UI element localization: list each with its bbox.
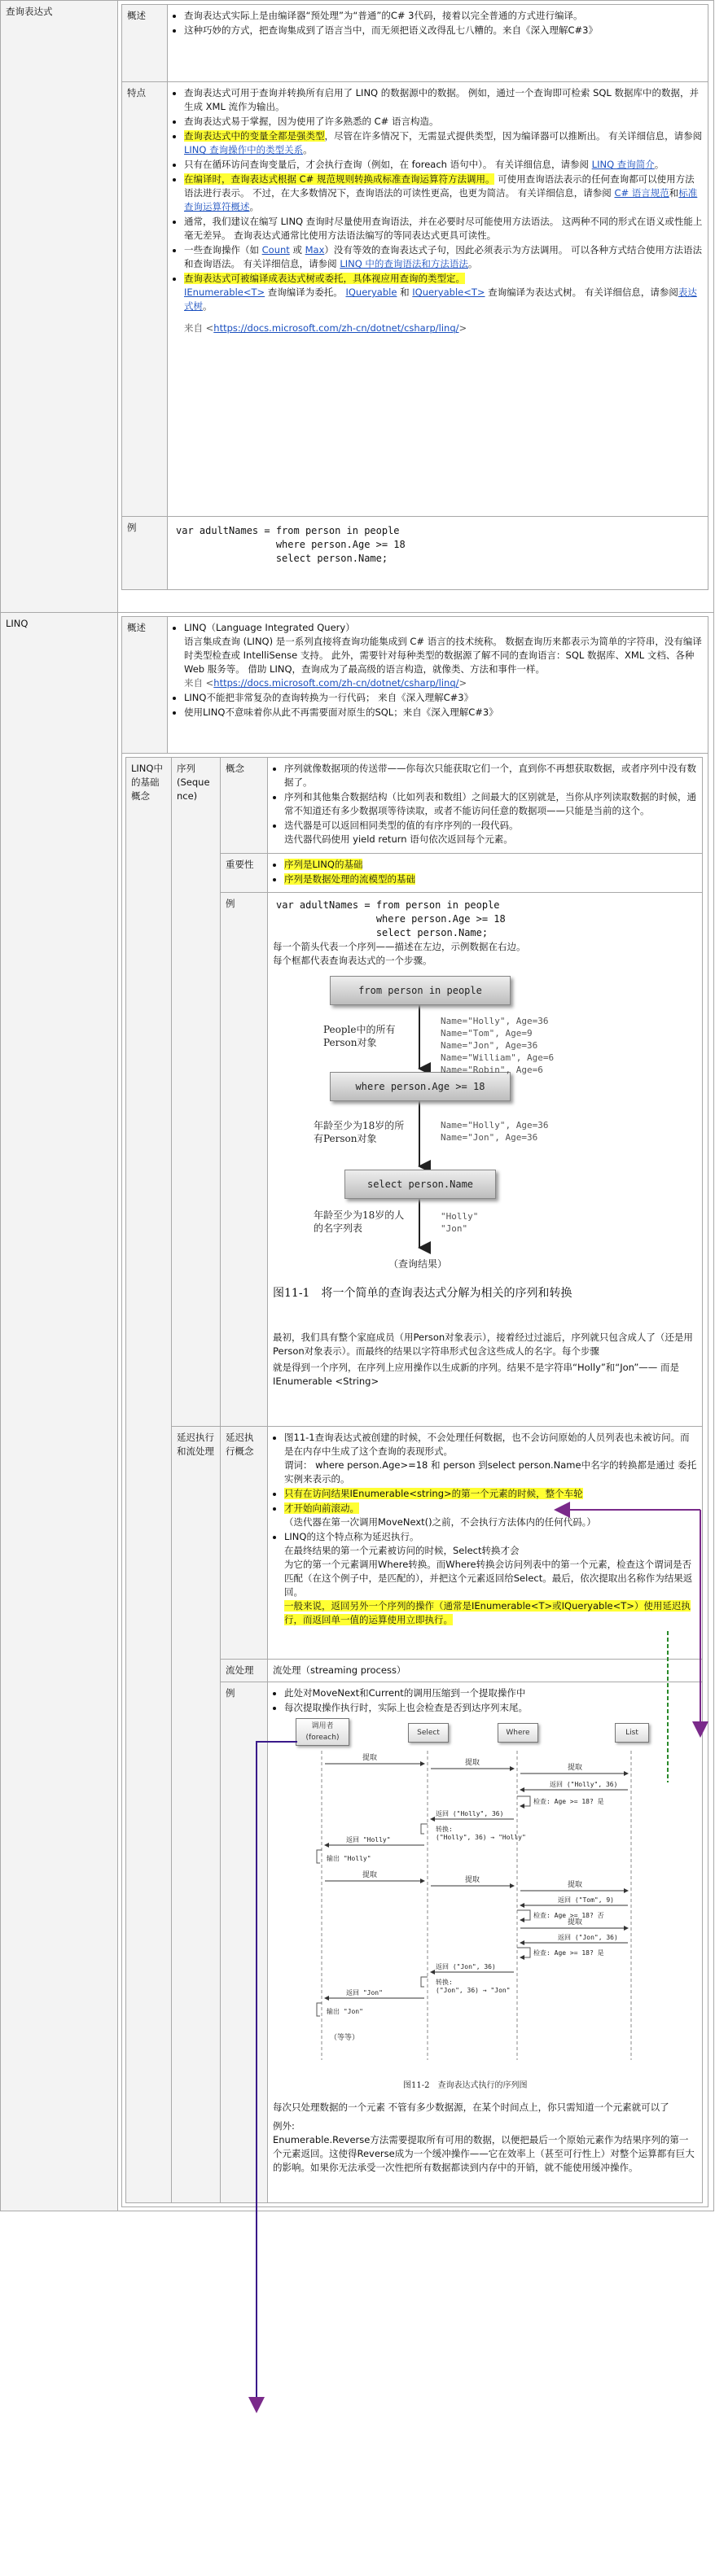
stream-exception-text: Enumerable.Reverse方法需要提取所有可用的数据，以便把最后一个原始元素作为结果序列的第一个元素返回。这使得Reverse成为一个缓冲操作——它在效率上（甚至可行性上）对整个运算都有巨大的影响。如果你无法承受一次性把所有数据都读到内存中的开销，就不能使用缓冲操作。 bbox=[273, 2134, 695, 2173]
deferred-text: 图11-1查询表达式被创建的时候，不会处理任何数据，也不会访问原始的人员列表也未被访问。而是在内存中生成了这个查询的表现形式。 bbox=[284, 1432, 690, 1457]
qe-features-cell bbox=[168, 82, 708, 517]
msg-extract: 提取 bbox=[465, 1759, 480, 1767]
deferred-item bbox=[284, 1530, 697, 1627]
deferred-concept-label: 延迟执行概念 bbox=[221, 1427, 268, 1660]
link-iqueryable[interactable]: IQueryable bbox=[345, 286, 397, 298]
feature-text: 和 bbox=[397, 286, 413, 298]
msg-extract: 提取 bbox=[568, 1918, 583, 1927]
importance-item bbox=[284, 858, 697, 872]
qe-feature-item bbox=[184, 115, 703, 129]
feature-text: 可使用查询语法表示的任何查询都可以使用方法语法进行表示。 不过，在大多数情况下，查询语法的可读性更高，也更为简洁。 有关详细信息，请参阅 bbox=[184, 173, 695, 199]
feature-text: 查询表达式可用于查询并转换所有启用了 LINQ 的数据源中的数据。 例如，通过一个查询即可检索 SQL 数据库中的数据，并生成 XML 流作为输出。 bbox=[184, 87, 699, 112]
seq-example-cell bbox=[268, 893, 703, 1427]
sequence-inner-table bbox=[220, 757, 703, 1427]
deferred-concept-cell bbox=[268, 1427, 703, 1660]
source-link[interactable]: https://docs.microsoft.com/zh-cn/dotnet/csharp/linq/ bbox=[213, 322, 459, 334]
deferred-inner-table bbox=[220, 1426, 703, 2203]
source-suffix: > bbox=[458, 322, 467, 334]
link-max[interactable]: Max bbox=[305, 244, 325, 256]
feature-text: 。 bbox=[249, 201, 259, 212]
seq-code-block: var adultNames = from person in people where person.Age >= 18 select person.Name; bbox=[276, 899, 506, 938]
linq-overview-item bbox=[184, 621, 703, 690]
stream-label: 流处理 bbox=[221, 1660, 268, 1682]
feature-text: 。 bbox=[203, 300, 213, 312]
basic-concepts-table bbox=[125, 757, 703, 2203]
linq-overview-item: • 使用LINQ不意味着你从此不再需要面对原生的SQL；来自《深入理解C#3》 bbox=[184, 706, 703, 719]
link-count[interactable]: Count bbox=[261, 244, 290, 256]
linq-overview-item: • LINQ不能把非常复杂的查询转换为一行代码； 来自《深入理解C#3》 bbox=[184, 691, 703, 705]
msg-return: 返回 ("Tom", 9) bbox=[558, 1896, 614, 1904]
flow-box-where: where person.Age >= 18 bbox=[330, 1072, 511, 1101]
qe-feature-item bbox=[184, 86, 703, 114]
msg-extract: 提取 bbox=[362, 1871, 378, 1879]
importance-item bbox=[284, 873, 697, 886]
msg-check: 检查: Age >= 18? 否 bbox=[533, 1912, 604, 1919]
msg-check: 检查: Age >= 18? 是 bbox=[533, 1798, 604, 1805]
feature-text: 查询表达式易于掌握，因为使用了许多熟悉的 C# 语言构造。 bbox=[184, 116, 439, 127]
linq-overview-cell bbox=[168, 617, 708, 754]
highlight-text: 一般来说，返回另外一个序列的操作（通常是IEnumerable<T>或IQueryable<T>）使用延迟执行，而返回单一值的运算使用立即执行。 bbox=[284, 1600, 691, 1625]
feature-text: 一些查询操作（如 bbox=[184, 244, 262, 256]
msg-extract: 提取 bbox=[568, 1881, 583, 1889]
msg-print: 输出 "Holly" bbox=[327, 1855, 371, 1862]
flow-data-names: "Holly" "Jon" bbox=[441, 1211, 479, 1234]
feature-text: 。 bbox=[303, 144, 313, 155]
concept-item bbox=[284, 819, 697, 846]
importance-label: 重要性 bbox=[221, 854, 268, 893]
msg-convert: 转换: ("Jon", 36) → "Jon" bbox=[436, 1979, 511, 1994]
msg-extract: 提取 bbox=[465, 1876, 480, 1884]
deferred-item bbox=[284, 1487, 697, 1501]
qe-example-label: 例 bbox=[122, 517, 168, 590]
actor-caller: 调用者 (foreach) bbox=[296, 1718, 349, 1746]
link-standard-operators[interactable]: 标准查询运算符概述 bbox=[184, 187, 698, 212]
feature-text: 或 bbox=[289, 244, 305, 256]
overview-heading: LINQ（Language Integrated Query） bbox=[184, 622, 355, 633]
deferred-list bbox=[273, 1431, 697, 1627]
linq-overview-label: 概述 bbox=[122, 617, 168, 754]
concept-text: 迭代器是可以返回相同类型的值的有序序列的一段代码。 bbox=[284, 820, 519, 831]
qe-feature-item bbox=[184, 173, 703, 214]
flow-data-adults: Name="Holly", Age=36 Name="Jon", Age=36 bbox=[441, 1120, 549, 1143]
msg-etc: （等等） bbox=[330, 2034, 360, 2042]
msg-convert: 转换: ("Holly", 36) → "Holly" bbox=[436, 1826, 526, 1841]
deferred-item bbox=[284, 1431, 697, 1486]
flow-label-adults: 年龄至少为18岁的所有Person对象 bbox=[314, 1120, 405, 1144]
example-explanation: 最初，我们具有整个家庭成员（用Person对象表示），接着经过过滤后，序列就只包含成人了（还是用Person对象表示）。而最终的结果以字符串形式包含这些成人的名字。每个步骤 bbox=[273, 1332, 693, 1357]
msg-return: 返回 ("Holly", 36) bbox=[550, 1781, 618, 1788]
msg-print: 输出 "Jon" bbox=[327, 2008, 363, 2015]
deferred-item bbox=[284, 1502, 697, 1529]
link-ienumerable[interactable]: IEnumerable<T> bbox=[184, 286, 265, 298]
msg-return: 返回 ("Jon", 36) bbox=[558, 1934, 618, 1941]
feature-text: 查询编译为委托。 bbox=[265, 286, 346, 298]
concept-text: 迭代器代码使用 yield return 语句依次返回每个元素。 bbox=[284, 833, 513, 845]
basic-concepts-label: LINQ中的基础概念 bbox=[126, 758, 172, 2203]
highlight-text: 只有在访问结果IEnumerable<string>的第一个元素的时候，整个车轮 bbox=[284, 1488, 583, 1499]
qe-features-list bbox=[173, 86, 703, 313]
link-linq-intro[interactable]: LINQ 查询简介 bbox=[591, 159, 655, 170]
linq-title: LINQ bbox=[6, 618, 29, 629]
flow-label-names: 年龄至少为18岁的人的名字列表 bbox=[314, 1209, 405, 1234]
feature-text: ，尽管在许多情况下，无需显式提供类型，因为编译器可以推断出。 有关详细信息，请参阅 bbox=[324, 130, 703, 142]
flow-result: （查询结果） bbox=[388, 1258, 448, 1270]
qe-overview-item: • 查询表达式实际上是由编译器“预处理”为“普通”的C# 3代码，接着以完全普通的方式进行编译。 bbox=[184, 9, 703, 23]
deferred-cell bbox=[221, 1427, 703, 2203]
feature-text: 。 bbox=[467, 258, 478, 269]
link-expression-trees[interactable]: 表达式树 bbox=[184, 286, 697, 312]
figure-caption: 图11-2 查询表达式执行的序列图 bbox=[403, 2081, 528, 2090]
msg-extract: 提取 bbox=[568, 1764, 583, 1772]
stream-summary: 每次只处理数据的一个元素 不管有多少数据源，在某个时间点上，你只需知道一个元素就可以了 bbox=[273, 2101, 669, 2113]
feature-text: 和 bbox=[669, 187, 679, 199]
highlight-text: 序列是数据处理的流模型的基础 bbox=[284, 873, 415, 885]
concept-item: • 序列和其他集合数据结构（比如列表和数组）之间最大的区别就是，当你从序列读取数据的时候，通常不知道还有多少数据项等待读取，或者不能访问任意的数据项——只能是当前的这个。 bbox=[284, 790, 697, 818]
figure-11-2 bbox=[273, 1718, 696, 2101]
source-prefix: 来自 < bbox=[184, 322, 214, 334]
msg-return: 返回 ("Holly", 36) bbox=[436, 1810, 504, 1817]
deferred-label: 延迟执行和流处理 bbox=[172, 1427, 221, 2203]
deferred-text: （迭代器在第一次调用MoveNext()之前，不会执行方法体内的任何代码。） bbox=[284, 1516, 596, 1528]
qe-feature-item bbox=[184, 215, 703, 243]
msg-check: 检查: Age >= 18? 是 bbox=[533, 1949, 604, 1957]
link-query-vs-method[interactable]: LINQ 中的查询语法和方法语法 bbox=[340, 258, 468, 269]
stream-item: • 每次提取操作执行时，实际上也会检查是否到达序列末尾。 bbox=[284, 1701, 697, 1715]
highlight-text: 序列是LINQ的基础 bbox=[284, 859, 363, 870]
feature-text: 。 bbox=[654, 159, 665, 170]
msg-return: 返回 "Holly" bbox=[346, 1836, 391, 1843]
concept-list bbox=[273, 762, 697, 846]
concept-cell bbox=[268, 758, 703, 854]
qe-code-block: var adultNames = from person in people where person.Age >= 18 select person.Name; bbox=[176, 525, 406, 564]
importance-cell bbox=[268, 854, 703, 893]
seq-table bbox=[171, 757, 703, 2203]
msg-extract: 提取 bbox=[362, 1754, 378, 1762]
qe-feature-item bbox=[184, 158, 703, 172]
flow-label-people: People中的所有Person对象 bbox=[323, 1024, 396, 1048]
stream-example-cell bbox=[268, 1682, 703, 2203]
highlight-text: 查询表达式中的变量全都是强类型 bbox=[184, 130, 325, 142]
stream-exception-label: 例外: bbox=[273, 2120, 295, 2132]
feature-text: 通常，我们建议在编写 LINQ 查询时尽量使用查询语法，并在必要时尽可能使用方法语法。 这两种不同的形式在语义或性能上毫无差异。 查询表达式通常比使用方法语法编写的等同表达式更具可读性。 bbox=[184, 216, 703, 241]
msg-return: 返回 ("Jon", 36) bbox=[436, 1963, 496, 1970]
figure-caption: 图11-1 将一个简单的查询表达式分解为相关的序列和转换 bbox=[273, 1287, 572, 1300]
sequence-cell bbox=[221, 758, 703, 1427]
link-iqueryable-t[interactable]: IQueryable<T> bbox=[412, 286, 485, 298]
deferred-text: 谓词： where person.Age>=18 和 person 到select person.Name中名字的转换都是通过 委托实例来表示的。 bbox=[284, 1459, 697, 1485]
example-explanation: 就是得到一个序列，在序列上应用操作以生成新的序列。结果不是字符串“Holly”和“Jon”—— 而是IEnumerable <String> bbox=[273, 1362, 679, 1387]
deferred-text: LINQ的这个特点称为延迟执行。 bbox=[284, 1531, 419, 1542]
qe-overview-cell bbox=[168, 5, 708, 82]
linq-basic-wrapper bbox=[122, 754, 708, 2207]
qe-feature-item bbox=[184, 129, 703, 157]
seq-example-label: 例 bbox=[221, 893, 268, 1427]
figure-11-1 bbox=[273, 968, 696, 1331]
qe-overview-list bbox=[173, 9, 703, 37]
qe-feature-item bbox=[184, 272, 703, 313]
flow-box-from: from person in people bbox=[330, 976, 511, 1005]
stream-cell: 流处理（streaming process） bbox=[268, 1660, 703, 1682]
source-link[interactable]: https://docs.microsoft.com/zh-cn/dotnet/csharp/linq/ bbox=[213, 677, 459, 689]
msg-return: 返回 "Jon" bbox=[346, 1989, 383, 1997]
actor-where: Where bbox=[498, 1723, 538, 1743]
feature-text: ）没有等效的查询表达式子句，因此必须表示为方法调用。 可以各种方式结合使用方法语法和查询语法。 有关详细信息，请参阅 bbox=[184, 244, 703, 269]
stream-example-label: 例 bbox=[221, 1682, 268, 2203]
overview-body: 语言集成查询 (LINQ) 是一系列直接将查询功能集成到 C# 语言的技术统称。 数据查询历来都表示为简单的字符串，没有编译时类型检查或 IntelliSense 支持。 此外，需要针对每种类型的数据源了解不同的查询语言：SQL 数据库、XML 文档、各种 Web 服务等。 借助 LINQ，查询成为了最高级的语言构造，就像类、方法和事件一样。 bbox=[184, 636, 702, 675]
section-title-query-expression bbox=[1, 1, 118, 613]
basic-concepts-cell bbox=[172, 758, 703, 2203]
source-prefix: 来自 < bbox=[184, 677, 214, 689]
feature-text: 只有在循环访问查询变量后，才会执行查询（例如，在 foreach 语句中）。 有关详细信息，请参阅 bbox=[184, 159, 592, 170]
feature-text: 查询编译为表达式树。 有关详细信息，请参阅 bbox=[485, 286, 678, 298]
stream-item: • 此处对MoveNext和Current的调用压缩到一个提取操作中 bbox=[284, 1686, 697, 1700]
qe-overview-label: 概述 bbox=[122, 5, 168, 82]
deferred-text: 在最终结果的第一个元素被访问的时候，Select转换才会 bbox=[284, 1545, 520, 1556]
flow-data-people: Name="Holly", Age=36 Name="Tom", Age=9 Name="Jon", Age=36 Name="William", Age=6 Name="Robin", Age=6 bbox=[441, 1016, 555, 1075]
linq-overview-list bbox=[173, 621, 703, 719]
importance-list bbox=[273, 858, 697, 886]
qe-features-label: 特点 bbox=[122, 82, 168, 517]
stream-list bbox=[273, 1686, 697, 1715]
highlight-text: 查询表达式可被编译成表达式树或委托，具体视应用查询的类型定。 bbox=[184, 273, 465, 284]
actor-select: Select bbox=[408, 1723, 449, 1743]
example-note: 每个框都代表查询表达式的一个步骤。 bbox=[273, 955, 432, 966]
query-expression-title: 查询表达式 bbox=[6, 6, 53, 17]
qe-feature-item bbox=[184, 243, 703, 271]
section-title-linq bbox=[1, 613, 118, 2211]
flow-box-select: select person.Name bbox=[344, 1170, 496, 1199]
qe-overview-item: • 这种巧妙的方式，把查询集成到了语言当中，而无须把语义改得乱七八糟的。来自《深入理解C#3》 bbox=[184, 24, 703, 37]
source-suffix: > bbox=[458, 677, 467, 689]
sequence-diagram bbox=[273, 1718, 696, 2101]
concept-item: • 序列就像数据项的传送带——你每次只能获取它们一个，直到你不再想获取数据，或者序列中没有数据了。 bbox=[284, 762, 697, 789]
concept-label: 概念 bbox=[221, 758, 268, 854]
linq-inner-table bbox=[121, 616, 708, 2207]
highlight-text: 在编译时，查询表达式根据 C# 规范规则转换成标准查询运算符方法调用。 bbox=[184, 173, 495, 185]
example-note: 每一个箭头代表一个序列——描述在左边，示例数据在右边。 bbox=[273, 941, 526, 952]
qe-example-cell bbox=[168, 517, 708, 590]
link-csharp-spec[interactable]: C# 语言规范 bbox=[614, 187, 669, 199]
deferred-text: 为它的第一个元素调用Where转换。而Where转换会访问列表中的第一个元素，检查这个谓词是否匹配（在这个例子中，是匹配的），并把这个元素返回给Select。最后，依次提取出名称作为结果返回。 bbox=[284, 1559, 693, 1598]
actor-list: List bbox=[615, 1723, 649, 1743]
qe-source bbox=[184, 321, 703, 335]
highlight-text: 才开始向前滚动。 bbox=[284, 1502, 359, 1514]
qe-inner-table bbox=[121, 4, 708, 590]
link-type-relationships[interactable]: LINQ 查询操作中的类型关系 bbox=[184, 144, 304, 155]
sequence-label: 序列(Sequence) bbox=[172, 758, 221, 1427]
